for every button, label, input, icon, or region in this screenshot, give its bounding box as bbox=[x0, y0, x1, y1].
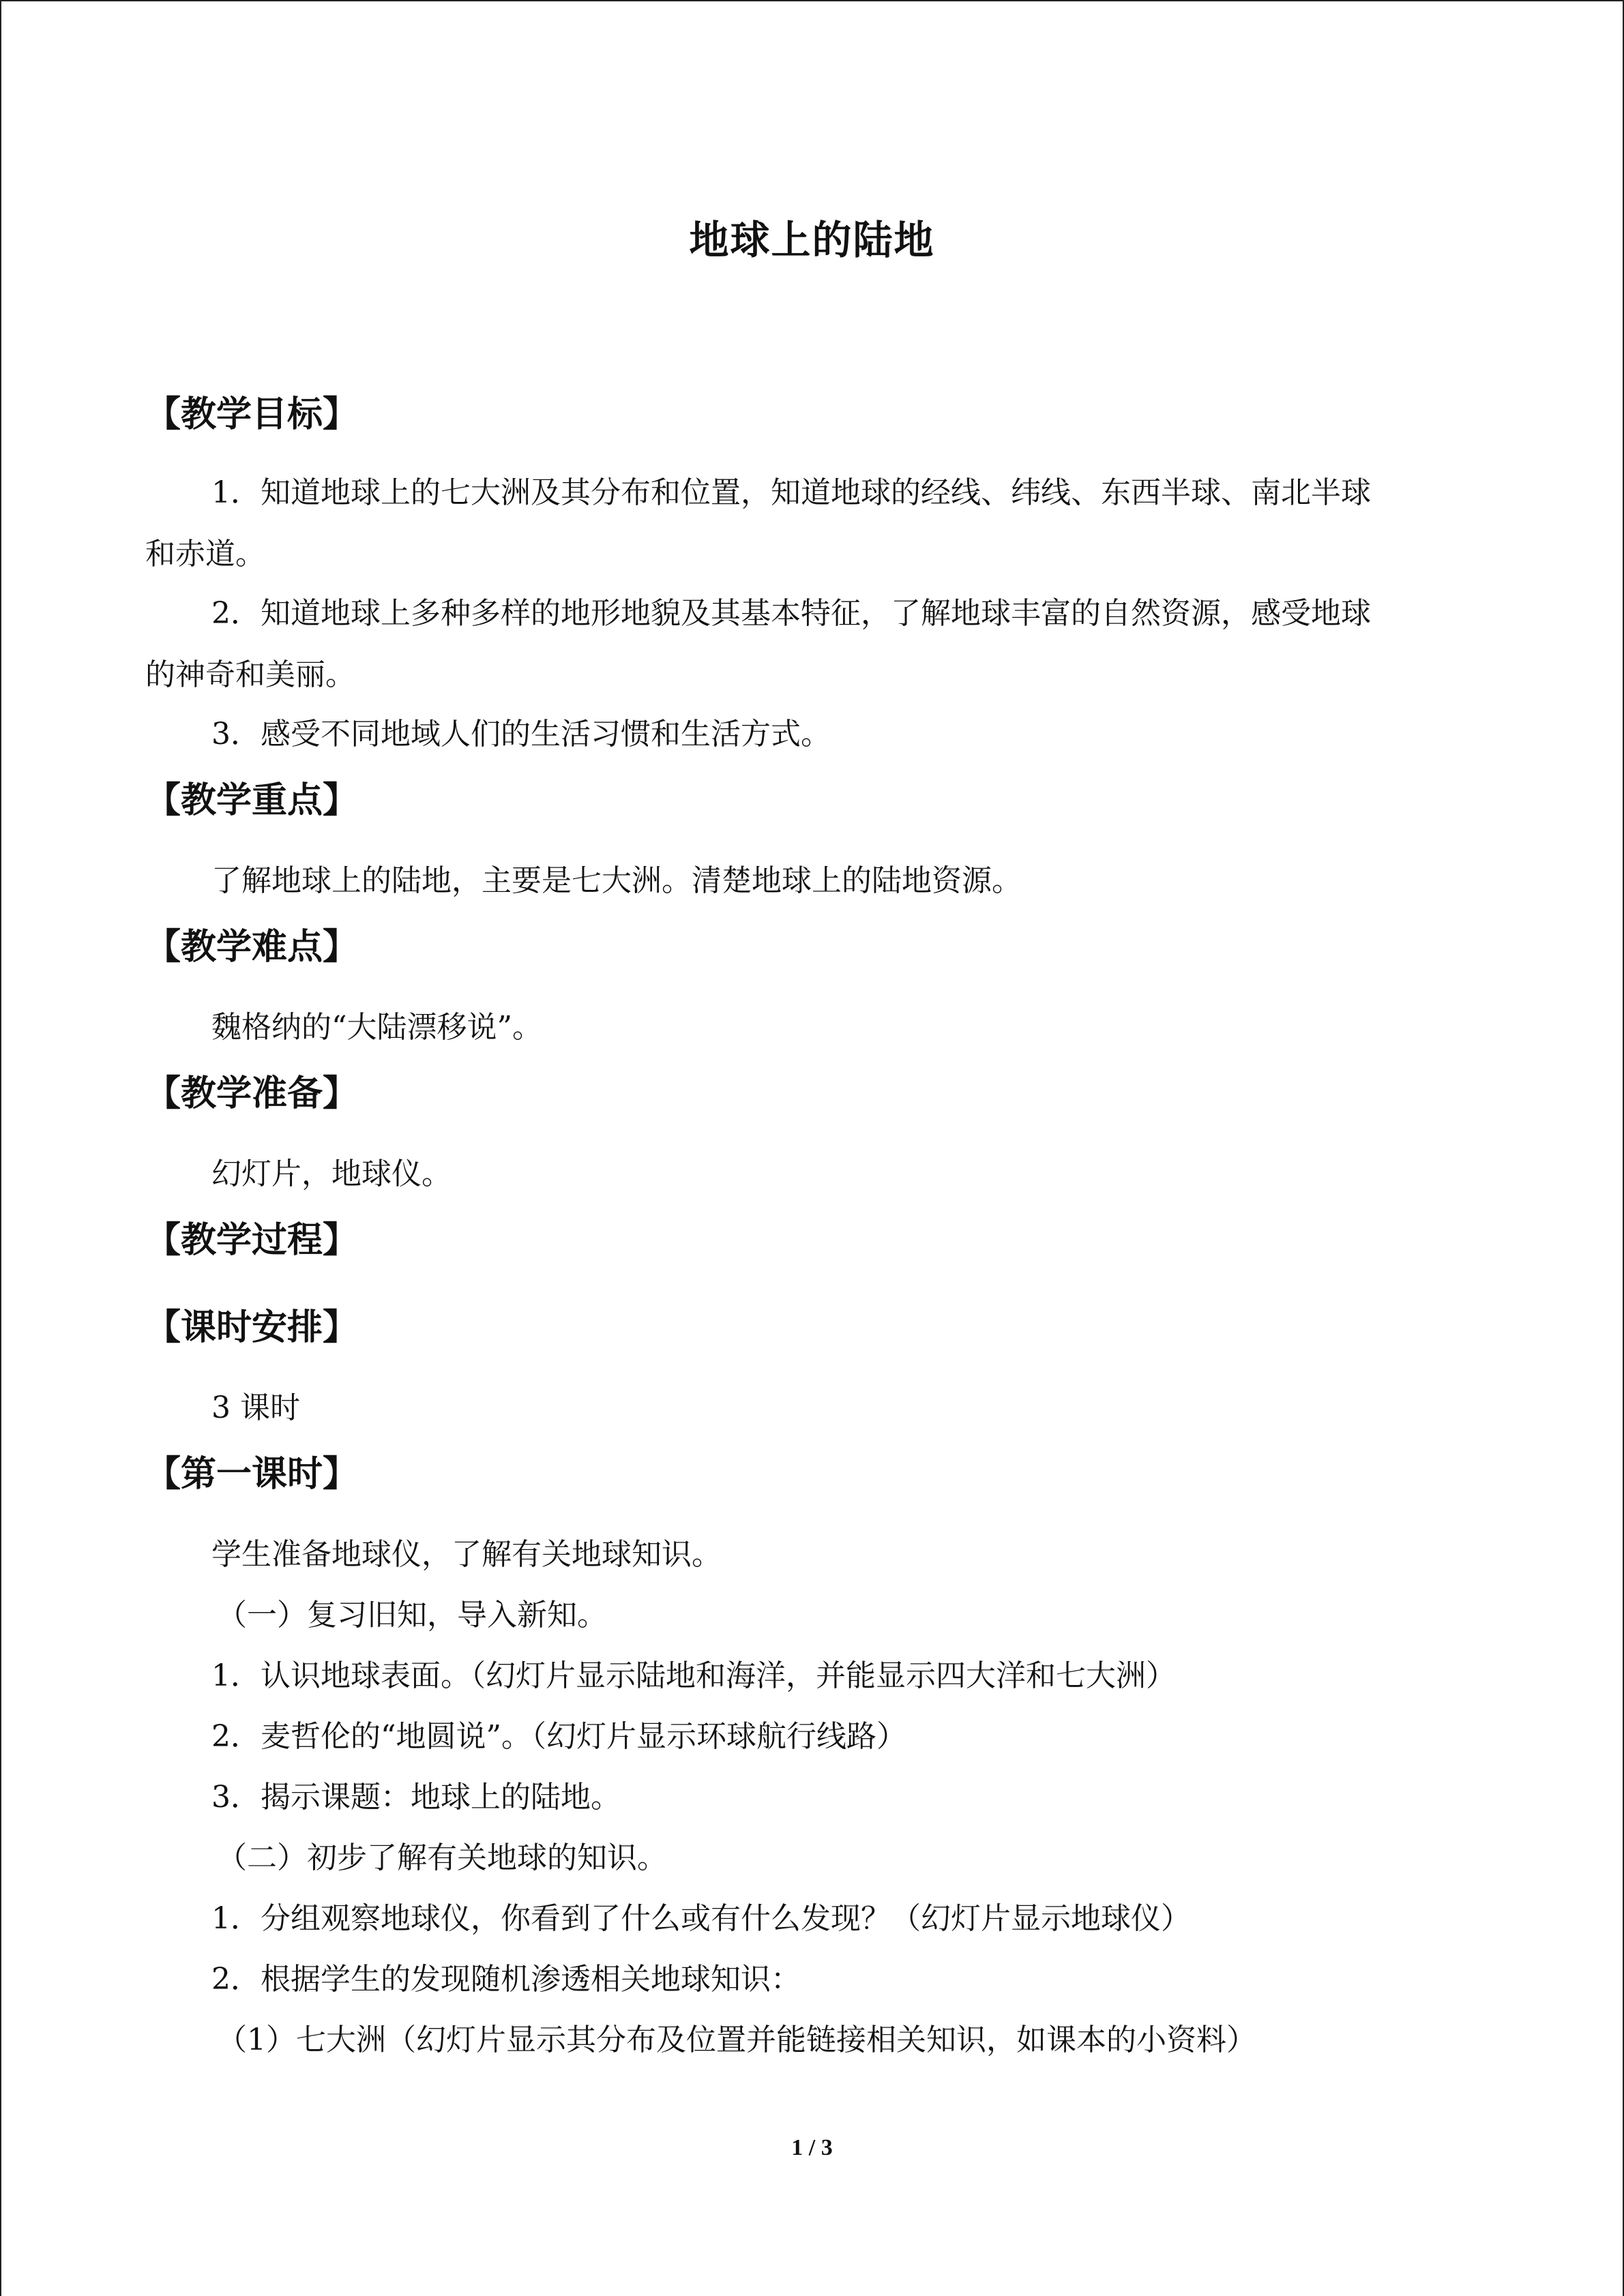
lesson-1-step-3: 3．揭示课题：地球上的陆地。 bbox=[211, 1780, 621, 1815]
page-number: 1 / 3 bbox=[791, 2135, 833, 2160]
lesson-1-step-2: 2．麦哲伦的“地圆说”。（幻灯片显示环球航行线路） bbox=[211, 1719, 906, 1754]
heading-key-points: 【教学重点】 bbox=[145, 780, 359, 821]
lesson-1-part-1: （一）复习旧知，导入新知。 bbox=[217, 1598, 607, 1632]
heading-schedule: 【课时安排】 bbox=[145, 1307, 359, 1348]
heading-lesson-1: 【第一课时】 bbox=[145, 1454, 359, 1495]
lesson-1-step-4: 1．分组观察地球仪，你看到了什么或有什么发现？（幻灯片显示地球仪） bbox=[211, 1901, 1191, 1936]
lesson-1-step-1: 1．认识地球表面。（幻灯片显示陆地和海洋，并能显示四大洋和七大洲） bbox=[211, 1658, 1176, 1693]
schedule-text: 3 课时 bbox=[211, 1390, 300, 1425]
lesson-1-step-6: （1）七大洲（幻灯片显示其分布及位置并能链接相关知识，如课本的小资料） bbox=[217, 2023, 1256, 2057]
heading-teaching-goals: 【教学目标】 bbox=[145, 394, 359, 435]
lesson-1-intro: 学生准备地球仪，了解有关地球知识。 bbox=[211, 1537, 722, 1572]
difficulties-text: 魏格纳的“大陆漂移说”。 bbox=[211, 1010, 542, 1045]
document-title: 地球上的陆地 bbox=[689, 217, 935, 263]
key-points-text: 了解地球上的陆地，主要是七大洲。清楚地球上的陆地资源。 bbox=[211, 863, 1022, 898]
goal-item-3: 3．感受不同地域人们的生活习惯和生活方式。 bbox=[211, 717, 831, 751]
goal-item-1-line-1: 1．知道地球上的七大洲及其分布和位置，知道地球的经线、纬线、东西半球、南北半球 bbox=[211, 475, 1371, 510]
preparation-text: 幻灯片，地球仪。 bbox=[211, 1157, 452, 1191]
lesson-1-step-5: 2．根据学生的发现随机渗透相关地球知识： bbox=[211, 1962, 801, 1997]
goal-item-2-line-1: 2．知道地球上多种多样的地形地貌及其基本特征，了解地球丰富的自然资源，感受地球 bbox=[211, 596, 1371, 631]
heading-difficulties: 【教学难点】 bbox=[145, 927, 359, 968]
goal-item-2-line-2: 的神奇和美丽。 bbox=[145, 657, 355, 692]
heading-preparation: 【教学准备】 bbox=[145, 1073, 359, 1114]
lesson-1-part-2: （二）初步了解有关地球的知识。 bbox=[217, 1840, 667, 1875]
heading-process: 【教学过程】 bbox=[145, 1220, 359, 1261]
goal-item-1-line-2: 和赤道。 bbox=[145, 537, 265, 571]
